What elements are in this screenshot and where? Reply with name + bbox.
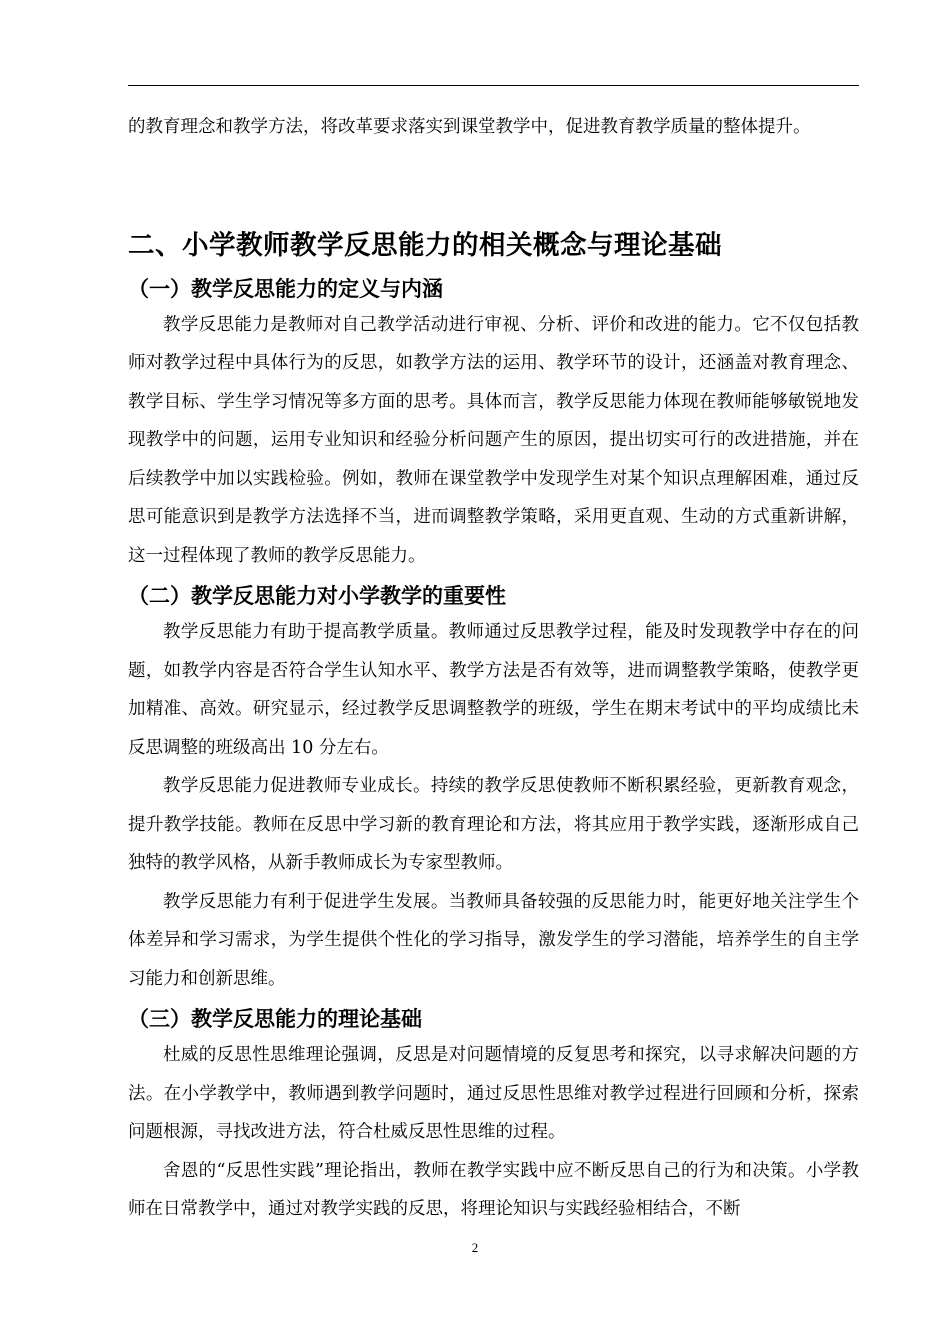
subsection-1-paragraph-1: 教学反思能力是教师对自己教学活动进行审视、分析、评价和改进的能力。它不仅包括教师对教学过程中具体行为的反思，如教学方法的运用、教学环节的设计，还涵盖对教育理念、教学目标、学生学习情况等多方面的思考。具体而言，教学反思能力体现在教师能够敏锐地发现教学中的问题，运用专业知识和经验分析问题产生的原因，提出切实可行的改进措施，并在后续教学中加以实践检验。例如，教师在课堂教学中发现学生对某个知识点理解困难，通过反思可能意识到是教学方法选择不当，进而调整教学策略，采用更直观、生动的方式重新讲解，这一过程体现了教师的教学反思能力。: [128, 314, 859, 566]
continuation-paragraph: 的教育理念和教学方法，将改革要求落实到课堂教学中，促进教育教学质量的整体提升。: [128, 117, 811, 137]
subsection-2-paragraph-3: 教学反思能力有利于促进学生发展。当教师具备较强的反思能力时，能更好地关注学生个体差异和学习需求，为学生提供个性化的学习指导，激发学生的学习潜能，培养学生的自主学习能力和创新思维。: [128, 891, 859, 989]
subsection-3-paragraph-1: 杜威的反思性思维理论强调，反思是对问题情境的反复思考和探究，以寻求解决问题的方法。在小学教学中，教师遇到教学问题时，通过反思性思维对教学过程进行回顾和分析，探索问题根源，寻找改进方法，符合杜威反思性思维的过程。: [128, 1045, 859, 1142]
subsection-heading-3: （三）教学反思能力的理论基础: [128, 1007, 422, 1031]
subsection-heading-2: （二）教学反思能力对小学教学的重要性: [128, 584, 506, 608]
section-title: 二、小学教师教学反思能力的相关概念与理论基础: [128, 229, 722, 261]
subsection-3-paragraph-2: 舍恩的“反思性实践”理论指出，教师在教学实践中应不断反思自己的行为和决策。小学教师在日常教学中，通过对教学实践的反思，将理论知识与实践经验相结合，不断: [128, 1160, 859, 1219]
page-content: [128, 108, 859, 1229]
subsection-2-paragraph-1: 教学反思能力有助于提高教学质量。教师通过反思教学过程，能及时发现教学中存在的问题，如教学内容是否符合学生认知水平、教学方法是否有效等，进而调整教学策略，使教学更加精准、高效。研究显示，经过教学反思调整教学的班级，学生在期末考试中的平均成绩比未反思调整的班级高出 10 分左右。: [128, 622, 859, 758]
header-rule: [128, 85, 859, 86]
page-number: 2: [471, 1240, 479, 1255]
subsection-heading-1: （一）教学反思能力的定义与内涵: [128, 276, 443, 301]
subsection-2-paragraph-2: 教学反思能力促进教师专业成长。持续的教学反思使教师不断积累经验，更新教育观念，提升教学技能。教师在反思中学习新的教育理论和方法，将其应用于教学实践，逐渐形成自己独特的教学风格，从新手教师成长为专家型教师。: [128, 776, 859, 873]
